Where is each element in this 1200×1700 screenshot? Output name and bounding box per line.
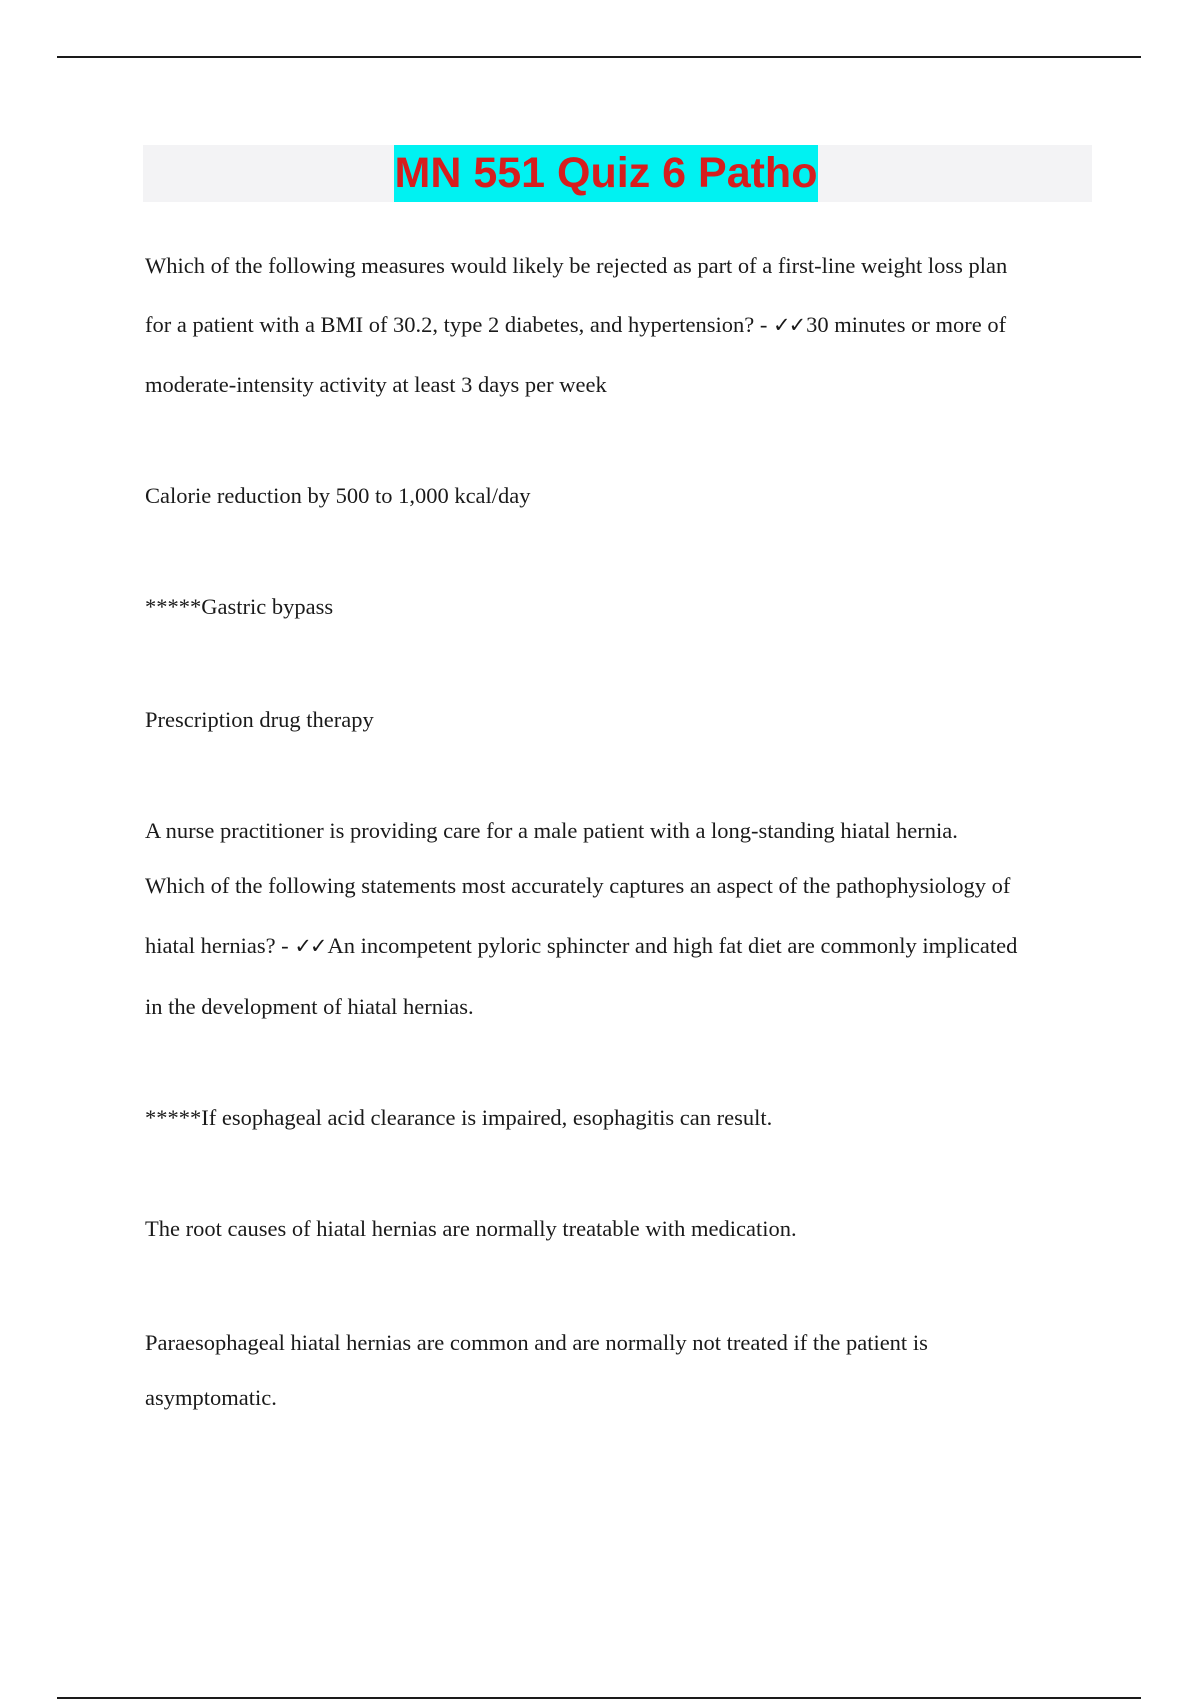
- question-2-option-b: *****If esophageal acid clearance is impaired, esophagitis can result.: [145, 1105, 773, 1130]
- question-2-option-d-line-2: asymptomatic.: [145, 1385, 277, 1410]
- bottom-rule: [57, 1697, 1141, 1699]
- double-check-icon: ✓✓: [772, 313, 805, 337]
- question-1-line-1: Which of the following measures would likely be rejected as part of a first-line weight loss plan: [145, 253, 1008, 278]
- question-2-line-3-prefix: hiatal hernias? -: [145, 933, 289, 958]
- question-1-line-3: moderate-intensity activity at least 3 days per week: [145, 372, 607, 397]
- question-1-answer-start: 30 minutes or more of: [806, 312, 1007, 337]
- question-2-option-d-line-1: Paraesophageal hiatal hernias are common and are normally not treated if the patient is: [145, 1330, 928, 1355]
- question-2-line-1: A nurse practitioner is providing care for a male patient with a long-standing hiatal hernia.: [145, 818, 958, 843]
- question-2-line-3: [145, 933, 1017, 959]
- question-2-option-c: The root causes of hiatal hernias are normally treatable with medication.: [145, 1216, 797, 1241]
- title-banner: [143, 145, 1092, 202]
- question-1-line-2: [145, 312, 1006, 338]
- double-check-icon: ✓✓: [294, 934, 326, 958]
- question-1-option-d: Prescription drug therapy: [145, 707, 374, 732]
- top-rule: [57, 56, 1141, 58]
- question-2-answer-start: An incompetent pyloric sphincter and high fat diet are commonly implicated: [327, 933, 1018, 958]
- question-1-option-c: *****Gastric bypass: [145, 594, 334, 619]
- question-1-option-b: Calorie reduction by 500 to 1,000 kcal/day: [145, 483, 531, 508]
- question-2-line-2: Which of the following statements most accurately captures an aspect of the pathophysiology of: [145, 873, 1011, 898]
- question-1-line-2-prefix: for a patient with a BMI of 30.2, type 2 diabetes, and hypertension? -: [145, 312, 768, 337]
- page-title: MN 551 Quiz 6 Patho: [394, 145, 819, 202]
- question-2-line-4: in the development of hiatal hernias.: [145, 994, 474, 1019]
